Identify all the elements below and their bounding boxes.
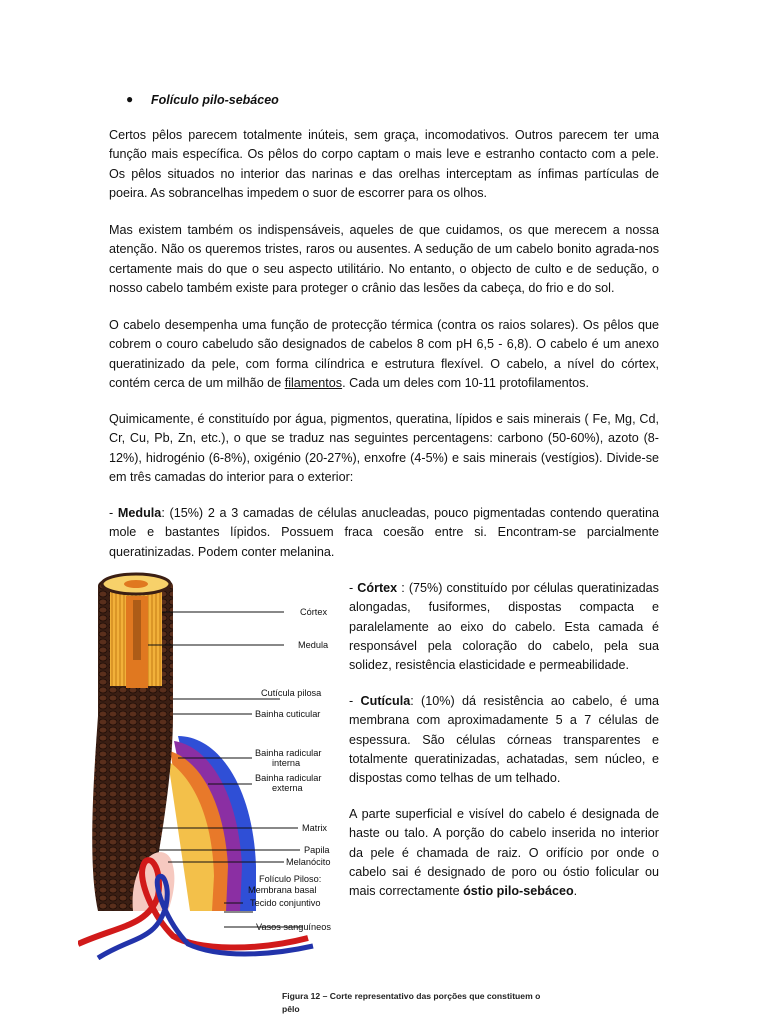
hair-follicle-illustration xyxy=(78,566,344,960)
label-vasos: Vasos sanguíneos xyxy=(256,922,331,932)
label-cortex: Córtex xyxy=(300,607,328,617)
figure-labels xyxy=(248,607,331,932)
label-bainha-cuticular: Bainha cuticular xyxy=(255,709,321,719)
paragraph-funcao-termica xyxy=(109,316,659,393)
label-matrix: Matrix xyxy=(302,823,328,833)
paragraph-medula: - Medula: (15%) 2 a 3 camadas de células anucleadas, pouco pigmentadas contendo queratina mole e bastantes lípidos. Possuem fraca coesão entre si. Encontram-se parcialmente queratinizadas. Podem conter melanina. xyxy=(109,506,659,559)
label-cuticula-pilosa: Cutícula pilosa xyxy=(261,688,322,698)
paragraph-cortex: - Córtex : (75%) constituído por células queratinizadas alongadas, fusiformes, dispostas compacta e paralelamente ao eixo do cabelo. Esta camada é responsável pela coloração do cabelo, pela sua solidez, resistência elasticidade e permeabilidade. xyxy=(349,581,659,673)
label-tecido: Tecido conjuntivo xyxy=(250,898,321,908)
label-bainha-interna-1: Bainha radicular xyxy=(255,748,322,758)
haste-text-b: . xyxy=(573,884,578,899)
figure-caption xyxy=(282,990,542,1016)
section-heading: Folículo pilo-sebáceo xyxy=(151,93,279,107)
label-melanocito: Melanócito xyxy=(286,857,331,867)
medula-term: Medula xyxy=(117,506,162,520)
bullet-icon: ● xyxy=(126,92,134,106)
p3-text-b: . Cada um deles com 10-11 protofilamentos. xyxy=(342,375,589,390)
p3-text-a: O cabelo desempenha uma função de protecção térmica (contra os raios solares). Os pêlos que cobrem o couro cabeludo são designados de cabelos 8 com pH 6,5 - 6,8). O cabelo é um anexo queratinizado da pele, com forma cilíndrica e estrutura flexível. O cabelo, a nível do córtex, contém cerca de um milhão de xyxy=(109,318,659,390)
ostio-term: óstio pilo-sebáceo xyxy=(463,884,574,899)
label-bainha-externa-1: Bainha radicular xyxy=(255,773,322,783)
caption-line-2: pêlo xyxy=(282,1004,300,1014)
paragraph-haste xyxy=(349,805,659,901)
label-medula: Medula xyxy=(298,640,329,650)
cuticula-description: : (10%) dá resistência ao cabelo, é uma membrana com aproximadamente 5 a 7 células de espessura. São células córneas transparentes e totalmente queratinizadas, achatadas, sem núcleo, e dispostas como telhas de um telhado. xyxy=(349,694,659,786)
paragraph-intro: Certos pêlos parecem totalmente inúteis, sem graça, incomodativos. Outros parecem ter uma função mais específica. Os pêlos do corpo captam o mais leve e estranho contacto com a pele. Os pêlos situados no interior das narinas e das orelhas interceptam as ínfimas partículas de poeira. As sobrancelhas impedem o suor de escorrer para os olhos. xyxy=(109,128,659,200)
cuticula-term: Cutícula xyxy=(360,694,411,708)
label-papila: Papila xyxy=(304,845,330,855)
label-foliculo-2: Membrana basal xyxy=(248,885,317,895)
medula-description: : (15%) 2 a 3 camadas de células anucleadas, pouco pigmentadas contendo queratina mole e bastantes lípidos. Possuem fraca coesão entre si. Encontram-se parcialmente queratinizadas. Podem conter melanina. xyxy=(109,506,659,559)
label-foliculo-1: Folículo Piloso: xyxy=(259,874,322,884)
paragraph-cuticula: - Cutícula: (10%) dá resistência ao cabelo, é uma membrana com aproximadamente 5 a 7 células de espessura. São células córneas transparentes e totalmente queratinizadas, achatadas, sem núcleo, e dispostas como telhas de um telhado. xyxy=(349,694,659,786)
label-bainha-interna-2: interna xyxy=(272,758,301,768)
caption-line-1: Figura 12 – Corte representativo das porções que constituem o xyxy=(282,991,541,1001)
cortex-term: Córtex xyxy=(357,581,398,595)
label-bainha-externa-2: externa xyxy=(272,783,303,793)
paragraph-quimica: Quimicamente, é constituído por água, pigmentos, queratina, lípidos e sais minerais ( Fe, Mg, Cd, Cr, Cu, Pb, Zn, etc.), o que se traduz nas seguintes percentagens: carbono (50-60%), azoto (8-12%), hidrogénio (6-8%), oxigénio (20-27%), enxofre (4-5%) e sais minerais (vestígios). Divide-se em três camadas do interior para o exterior: xyxy=(109,412,659,484)
paragraph-indispensaveis: Mas existem também os indispensáveis, aqueles de que cuidamos, os que merecem a nossa atenção. Não os queremos tristes, raros ou ausentes. A sedução de um cabelo bonito agrada-nos certamente mais do que o seu aspecto utilitário. No entanto, o objecto de culto e de sedução, o nosso cabelo também existe para proteger o crânio das lesões da cabeça, do frio e do sol. xyxy=(109,223,659,295)
filamentos-link[interactable]: filamentos xyxy=(284,375,343,390)
haste-text-a: A parte superficial e visível do cabelo é designada de haste ou talo. A porção do cabelo inserida no interior da pele é chamada de raiz. O orifício por onde o cabelo sai é designado de poro ou óstio folicular ou mais correctamente xyxy=(349,807,659,899)
cortex-description: : (75%) constituído por células queratinizadas alongadas, fusiformes, dispostas compacta e paralelamente ao eixo do cabelo. Esta camada é responsável pela coloração do cabelo, pela sua solidez, resistência elasticidade e permeabilidade. xyxy=(349,581,659,673)
